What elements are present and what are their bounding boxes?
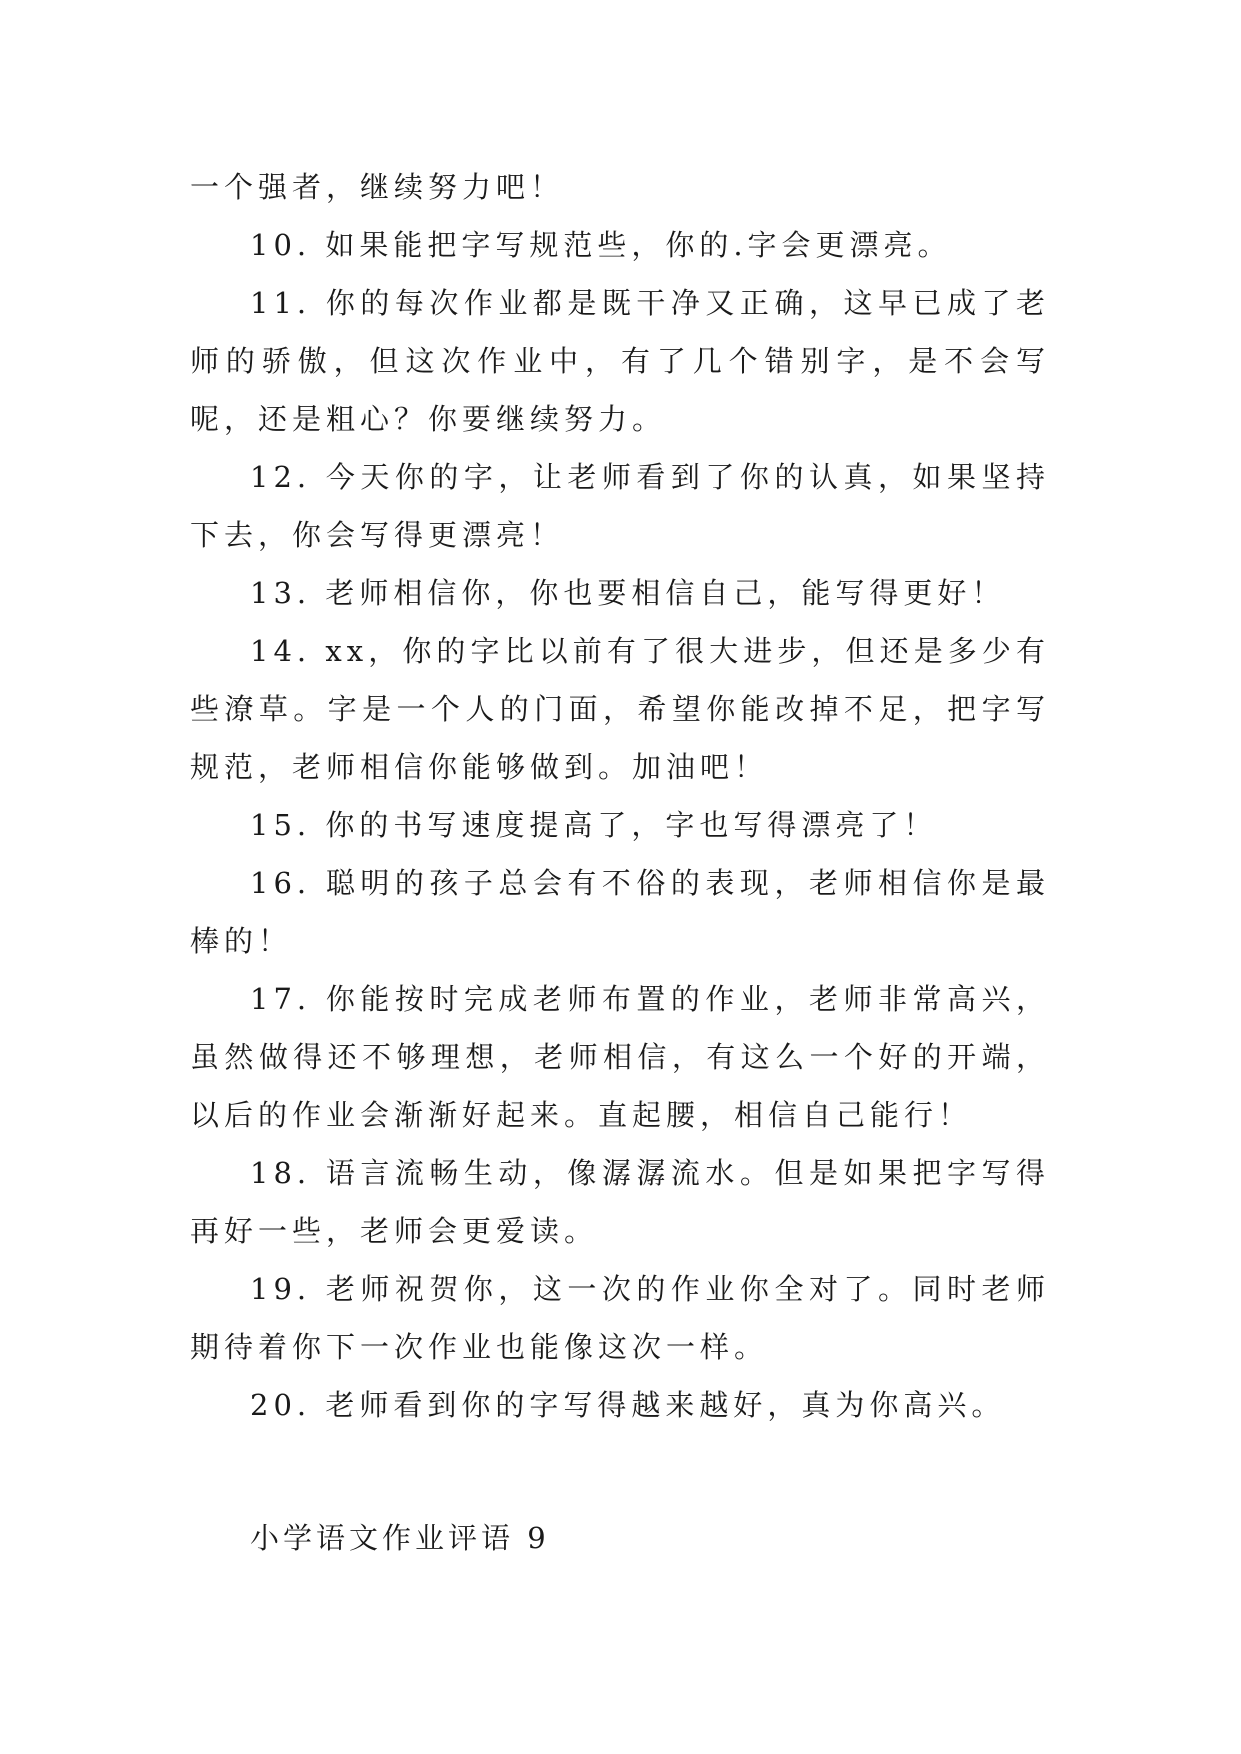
comment-item-14: 14. xx，你的字比以前有了很大进步，但还是多少有些潦草。字是一个人的门面，希望你能改掉不足，把字写规范，老师相信你能够做到。加油吧！ (190, 634, 1050, 784)
paragraph-continued: 一个强者，继续努力吧！ (190, 170, 565, 204)
comment-item-13: 13. 老师相信你，你也要相信自己，能写得更好！ (250, 576, 1006, 610)
document-body (190, 158, 1050, 1434)
comment-item-15: 15. 你的书写速度提高了，字也写得漂亮了！ (250, 808, 938, 842)
comment-item-19: 19. 老师祝贺你，这一次的作业你全对了。同时老师期待着你下一次作业也能像这次一样。 (190, 1272, 1050, 1364)
comment-item-10: 10. 如果能把字写规范些，你的.字会更漂亮。 (250, 228, 952, 262)
comment-item-16: 16. 聪明的孩子总会有不俗的表现，老师相信你是最棒的！ (190, 866, 1050, 958)
comment-item-12: 12. 今天你的字，让老师看到了你的认真，如果坚持下去，你会写得更漂亮！ (190, 460, 1050, 552)
section-heading: 小学语文作业评语 9 (250, 1521, 550, 1555)
comment-item-20: 20. 老师看到你的字写得越来越好，真为你高兴。 (250, 1388, 1006, 1422)
comment-item-17: 17. 你能按时完成老师布置的作业，老师非常高兴，虽然做得还不够理想，老师相信，有这么一个好的开端，以后的作业会渐渐好起来。直起腰，相信自己能行！ (190, 982, 1050, 1132)
comment-item-18: 18. 语言流畅生动，像潺潺流水。但是如果把字写得再好一些，老师会更爱读。 (190, 1156, 1050, 1248)
comment-item-11: 11. 你的每次作业都是既干净又正确，这早已成了老师的骄傲，但这次作业中，有了几个错别字，是不会写呢，还是粗心？你要继续努力。 (190, 286, 1050, 436)
